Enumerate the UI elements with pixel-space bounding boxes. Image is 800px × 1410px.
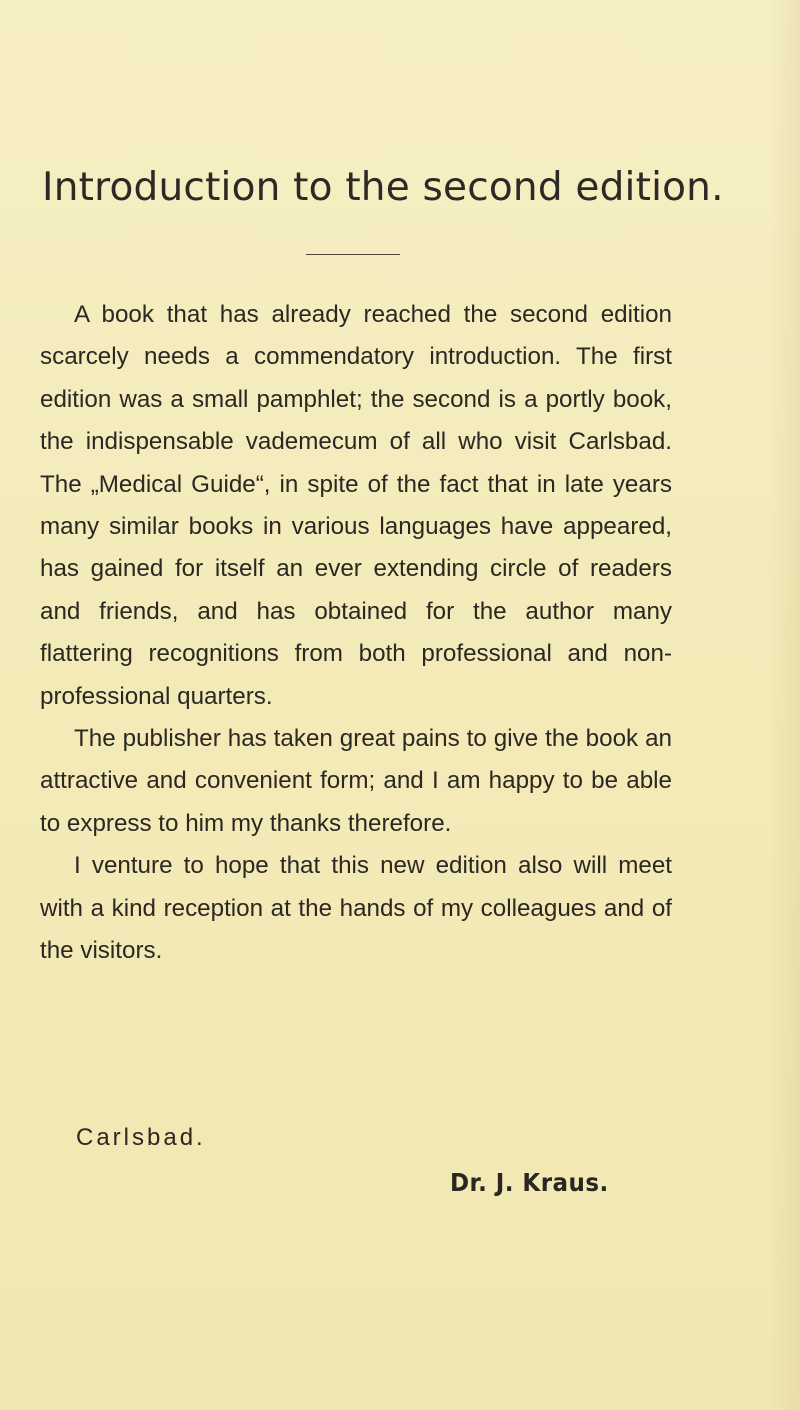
title-divider (306, 254, 400, 255)
page-title: Introduction to the second edition. (42, 165, 724, 210)
paragraph-3: I venture to hope that this new edition also will meet with a kind reception at the hands of my colleagues and of the visitors. (40, 852, 672, 965)
author-signature: Dr. J. Kraus. (450, 1168, 609, 1197)
paragraph-2: The publisher has taken great pains to give the book an attractive and convenient form; and I am happy to be able to express to him my thanks therefore. (40, 725, 672, 837)
paragraph-1: A book that has already reached the second edition scarcely needs a commendatory introduction. The first edition was a small pamphlet; the second is a portly book, the indispensable vademecum of all who visit Carlsbad. The „Medical Guide“, in spite of the fact that in late years many similar books in various languages have appeared, has gained for itself an ever extending circle of readers and friends, and has obtained for the author many flattering recognitions from both professional and non-professional quarters. (40, 301, 672, 710)
body-text (40, 294, 672, 973)
place-line: Carlsbad. (76, 1124, 206, 1151)
